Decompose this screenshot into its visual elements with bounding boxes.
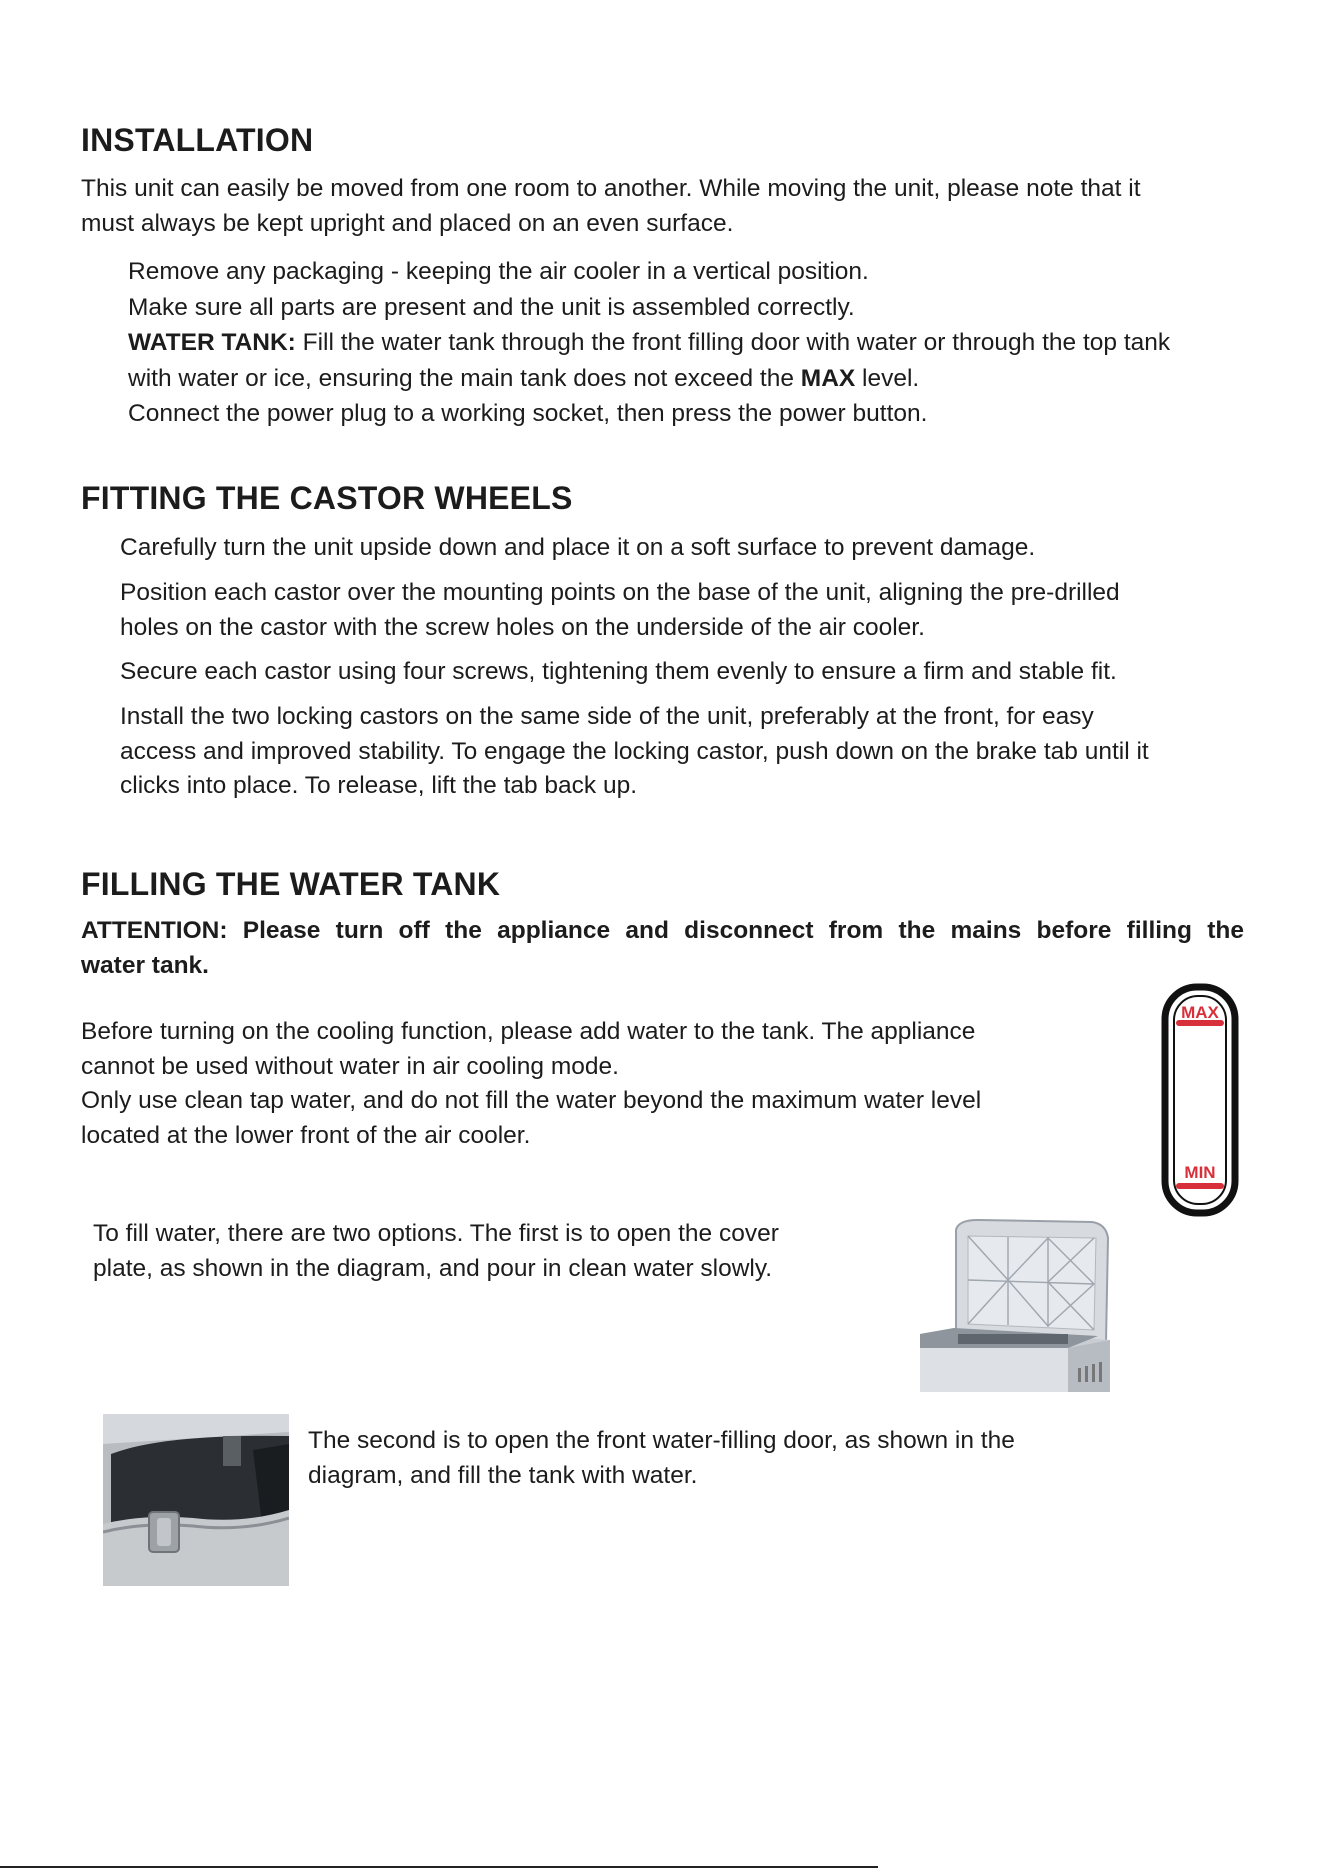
castor-p2 <box>120 576 1120 645</box>
fill-option-one-line1: To fill water, there are two options. The first is to open the cover <box>93 1220 779 1247</box>
castor-p2-line2: holes on the castor with the screw holes on the underside of the air cooler. <box>120 613 925 641</box>
installation-step-power: Connect the power plug to a working socket, then press the power button. <box>128 400 928 427</box>
filling-line1: Before turning on the cooling function, please add water to the tank. The appliance <box>81 1018 976 1045</box>
water-tank-label: WATER TANK: <box>128 329 296 356</box>
footer-rule <box>0 1866 878 1868</box>
water-tank-text-line2a: with water or ice, ensuring the main tank does not exceed the <box>128 364 801 392</box>
filling-line2: cannot be used without water in air cooling mode. <box>81 1052 619 1080</box>
installation-intro-line2: must always be kept upright and placed on an even surface. <box>81 209 734 237</box>
installation-step-water-tank-cont <box>128 361 1170 397</box>
gauge-max-label: MAX <box>1181 1003 1219 1022</box>
fill-option-one <box>93 1217 779 1286</box>
installation-step-water-tank <box>128 325 1170 361</box>
gauge-min-label: MIN <box>1184 1163 1216 1182</box>
filling-line4: located at the lower front of the air cooler. <box>81 1121 531 1149</box>
castor-p3 <box>120 655 1117 690</box>
installation-intro-line1: This unit can easily be moved from one room to another. While moving the unit, please note that it <box>81 175 1141 202</box>
attention-notice <box>81 914 1244 983</box>
filling-line3: Only use clean tap water, and do not fill the water beyond the maximum water level <box>81 1087 982 1114</box>
castor-p3-line1: Secure each castor using four screws, tightening them evenly to ensure a firm and stable fit. <box>120 658 1117 685</box>
fill-option-two <box>308 1424 1015 1493</box>
attention-line2: water tank. <box>81 951 209 979</box>
front-filling-door-image <box>103 1414 289 1586</box>
water-level-gauge-icon <box>1160 982 1240 1218</box>
installation-steps <box>128 254 1170 432</box>
installation-heading: INSTALLATION <box>81 122 314 158</box>
installation-intro <box>81 172 1141 241</box>
attention-line1: ATTENTION: Please turn off the appliance and disconnect from the mains before filling the <box>81 917 1244 944</box>
installation-step-check-parts: Make sure all parts are present and the unit is assembled correctly. <box>128 293 855 321</box>
fill-option-two-line1: The second is to open the front water-filling door, as shown in the <box>308 1427 1015 1454</box>
castor-p4-line3: clicks into place. To release, lift the tab back up. <box>120 772 638 799</box>
installation-step-remove-packaging: Remove any packaging - keeping the air cooler in a vertical position. <box>128 258 869 285</box>
gauge-min-bar <box>1176 1183 1224 1189</box>
top-cover-open-image <box>918 1218 1112 1392</box>
water-tank-text-line2b: level. <box>855 364 920 392</box>
castor-p1 <box>120 531 1035 566</box>
filling-instructions <box>81 1015 981 1153</box>
castor-p2-line1: Position each castor over the mounting points on the base of the unit, aligning the pre-drilled <box>120 579 1120 606</box>
fill-option-one-line2: plate, as shown in the diagram, and pour in clean water slowly. <box>93 1254 773 1282</box>
filling-heading: FILLING THE WATER TANK <box>81 866 501 902</box>
water-tank-text-line1: Fill the water tank through the front filling door with water or through the top tank <box>295 329 1171 356</box>
castor-p4 <box>120 700 1149 804</box>
castor-heading: FITTING THE CASTOR WHEELS <box>81 480 573 516</box>
castor-p4-line1: Install the two locking castors on the same side of the unit, preferably at the front, for easy <box>120 703 1094 730</box>
water-tank-max: MAX <box>800 364 856 392</box>
fill-option-two-line2: diagram, and fill the tank with water. <box>308 1461 698 1489</box>
castor-p1-line1: Carefully turn the unit upside down and place it on a soft surface to prevent damage. <box>120 534 1036 561</box>
castor-p4-line2: access and improved stability. To engage the locking castor, push down on the brake tab until it <box>120 737 1149 765</box>
